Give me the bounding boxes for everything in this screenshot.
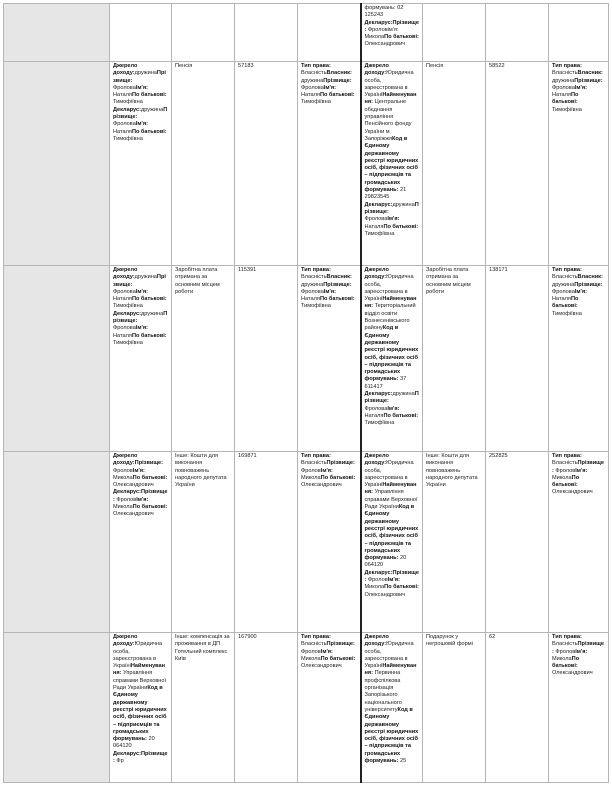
- income-amount-cell: 62: [486, 633, 549, 783]
- table-row: [4, 266, 609, 452]
- income-source-cell: Джерело доходу:Прізвище: ФроловІм'я: МиколаПо батькові: Олександрович Декларус:Прізвище: ФроловІм'я: МиколаПо батькові: Олександрович: [110, 452, 172, 633]
- row-header-cell: [4, 633, 110, 783]
- income-type-cell: Заробітна плата отримана за основним місцем роботи: [172, 266, 235, 452]
- row-header-cell: [4, 62, 110, 266]
- income-source-cell: Джерело доходу:Юридична особа, зареєстрована в УкраїніНайменування: Управління справами Верховної Ради УкраїниКод в Єдиному державному реєстрі юридичних осіб, фізичних осіб – підприємців та громадських формувань: 20 064120 Декларус:Прізвище: Фр: [110, 633, 172, 783]
- income-type-cell: Подарунок у негрошовій формі: [423, 633, 486, 783]
- table-row: [4, 633, 609, 783]
- income-type-cell: Інше: Кошти для виконання повноважень народного депутата України: [423, 452, 486, 633]
- ownership-cell: Тип права: ВласністьВласник: дружинаПрізвище: ФроловаІм'я: НаталяПо батькові: Тимофіївна: [549, 62, 609, 266]
- income-type-cell: Пенсія: [172, 62, 235, 266]
- income-source-cell: [110, 4, 172, 62]
- income-amount-cell: 252825: [486, 452, 549, 633]
- row-header-cell: [4, 266, 110, 452]
- ownership-cell: Тип права: ВласністьПрізвище: ФроловІм'я: МиколаПо батькові: Олександрович: [549, 452, 609, 633]
- table-row: [4, 62, 609, 266]
- income-amount-cell: 57183: [235, 62, 298, 266]
- income-source-cell: Джерело доходу:Юридична особа, зареєстрована в УкраїніНайменування: Центральне обєднання управління Пенсійного фонду України м ЗапоріжжяКод в Єдиному державному реєстрі юридичних осіб, фізичних осіб – підприємців та громадських формувань: 21 29823545 Декларус:дружинаПрізвище: ФроловаІм'я: НаталяПо батькові: Тимофіївна: [361, 62, 423, 266]
- table-body: [4, 4, 609, 783]
- income-type-cell: Інше: Кошти для виконання повноважень народного депутата України: [172, 452, 235, 633]
- income-type-cell: Заробітна плата отримана за основним місцем роботи: [423, 266, 486, 452]
- income-source-cell: формувань: 02 125243 Декларус:Прізвище: Фроловім'я: МиколаПо батькові: Олександрович: [361, 4, 423, 62]
- income-amount-cell: 58522: [486, 62, 549, 266]
- income-source-cell: Джерело доходу:Юридична особа, зареєстрована в УкраїніНайменування: Управління справами Верховної Ради УкраїниКод в Єдиному державному реєстрі юридичних осіб, фізичних осіб – підприємців та громадських формувань: 20 064120 Декларус:Прізвище: ФроловІм'я: МиколаПо батькові: Олександрович: [361, 452, 423, 633]
- income-amount-cell: [235, 4, 298, 62]
- ownership-cell: Тип права: ВласністьВласник: дружинаПрізвище: ФроловаІм'я: НаталяПо батькові: Тимофіївна: [549, 266, 609, 452]
- ownership-cell: Тип права: ВласністьВласник: дружинаПрізвище: ФроловаІм'я: НаталяПо батькові: Тимофіївна: [298, 266, 361, 452]
- income-amount-cell: 115391: [235, 266, 298, 452]
- income-type-cell: Пенсія: [423, 62, 486, 266]
- income-amount-cell: 138171: [486, 266, 549, 452]
- table-row: [4, 452, 609, 633]
- income-type-cell: [172, 4, 235, 62]
- income-source-cell: Джерело доходу:дружинаПрізвище: ФроловаІм'я: НаталяПо батькові: Тимофіївна Декларус:дружинаПрізвище: ФроловаІм'я: НаталяПо батькові: Тимофіївна: [110, 266, 172, 452]
- table-row: [4, 4, 609, 62]
- ownership-cell: [298, 4, 361, 62]
- income-amount-cell: [486, 4, 549, 62]
- ownership-cell: Тип права: ВласністьВласник: дружинаПрізвище: ФроловаІм'я: НаталяПо батькові: Тимофіївна: [298, 62, 361, 266]
- income-source-cell: Джерело доходу:Юридична особа, зареєстрована в УкраїніНайменування: Територіальний відділ освіти Вознесенівського районуКод в Єдиному державному реєстрі юридичних осіб, фізичних осіб – підприємців та громадських формувань: 37 611417 Декларус:дружинаПрізвище: ФроловаІм'я: НаталяПо батькові: Тимофіївна: [361, 266, 423, 452]
- row-header-cell: [4, 4, 110, 62]
- income-type-cell: Інше: компенсація за проживання в ДП Готельний комплекс Київ: [172, 633, 235, 783]
- ownership-cell: Тип права: ВласністьПрізвище: ФроловІм'я: МиколаПо батькові: Олександрович: [298, 452, 361, 633]
- income-source-cell: Джерело доходу:Юридична особа, зареєстрована в УкраїніНайменування: Первинна профспілкова організація Запорізького національного університетуКод в Єдиному державному реєстрі юридичних осіб, фізичних осіб – підприємців та громадських формувань: 25: [361, 633, 423, 783]
- income-source-cell: Джерело доходу:дружинаПрізвище: ФроловаІм'я: НаталяПо батькові: Тимофіївна Декларус:дружинаПрізвище: ФроловаІм'я: НаталяПо батькові: Тимофіївна: [110, 62, 172, 266]
- ownership-cell: Тип права: ВласністьПрізвище: ФроловІм'я: МиколаПо батькові: Олександрович: [549, 633, 609, 783]
- income-type-cell: [423, 4, 486, 62]
- ownership-cell: [549, 4, 609, 62]
- income-amount-cell: 167900: [235, 633, 298, 783]
- income-declaration-table: [3, 3, 609, 783]
- row-header-cell: [4, 452, 110, 633]
- ownership-cell: Тип права: ВласністьПрізвище: ФроловІм'я: МиколаПо батькові: Олександрович: [298, 633, 361, 783]
- income-amount-cell: 169871: [235, 452, 298, 633]
